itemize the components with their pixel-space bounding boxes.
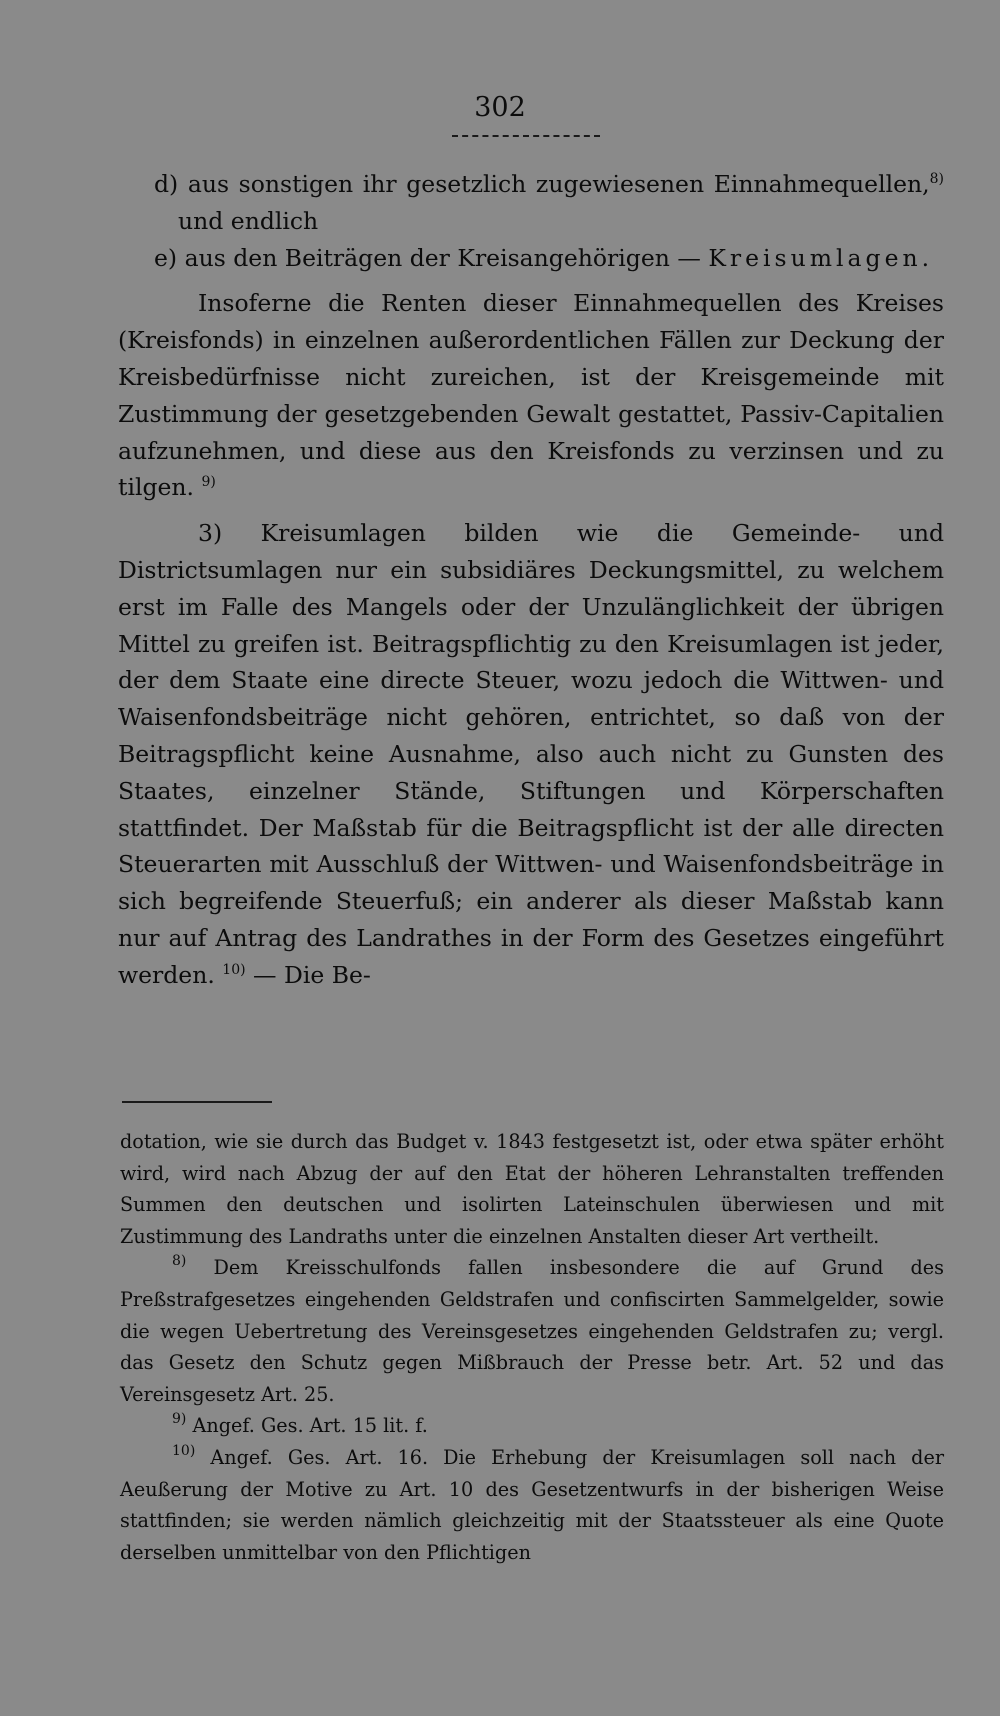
footnote-rule bbox=[122, 1101, 272, 1103]
footnote-ref-10: 10) bbox=[222, 961, 246, 978]
item-e-marker: e) bbox=[154, 243, 178, 272]
footnote-8-text: Dem Kreisschulfonds fallen insbesondere die auf Grund des Preßstrafgesetzes eingehenden Geldstrafen und confiscirten Sammelgelder, sowie die wegen Uebertretung des Vereinsgesetzes eingehenden Geldstrafen zu; vergl. das Gesetz den Schutz gegen Mißbrauch der Presse betr. Art. 52 und das Vereinsgesetz Art. 25. bbox=[120, 1256, 944, 1406]
item-d-continuation: und endlich bbox=[178, 206, 319, 235]
paragraph-2-text: 3) Kreisumlagen bilden wie die Gemeinde- und Districtsumlagen nur ein subsidiäres Deckungsmittel, zu welchem erst im Falle des Mangels oder der Unzulänglichkeit der übrigen Mittel zu greifen ist. Beitragspflichtig zu den Kreisumlagen ist jeder, der dem Staate eine directe Steuer, wozu jedoch die Wittwen- und Waisenfondsbeiträge nicht gehören, entrichtet, so daß von der Beitragspflicht keine Ausnahme, also auch nicht zu Gunsten des Staates, einzelner Stände, Stiftungen und Körperschaften stattfindet. Der Maßstab für die Beitragspflicht ist der alle directen Steuerarten mit Ausschluß der Wittwen- und Waisenfondsbeiträge in sich begreifende Steuerfuß; ein anderer als dieser Maßstab kann nur auf Antrag des Landrathes in der Form des Gesetzes eingeführt werden. bbox=[118, 519, 944, 989]
footnote-ref-8: 8) bbox=[929, 171, 944, 187]
footnotes bbox=[120, 1126, 944, 1568]
paragraph-kreisfonds bbox=[118, 285, 944, 506]
footnote-9-text: Angef. Ges. Art. 15 lit. f. bbox=[186, 1414, 428, 1438]
footnote-ref-9: 9) bbox=[201, 474, 216, 491]
footnote-10-marker: 10) bbox=[172, 1442, 196, 1459]
footnote-8-marker: 8) bbox=[172, 1253, 187, 1270]
header-rule bbox=[452, 135, 600, 137]
paragraph-kreisumlagen bbox=[118, 515, 944, 993]
item-d-text: aus sonstigen ihr gesetzlich zugewiesenen Einnahmequellen, bbox=[187, 170, 930, 198]
item-e-spaced-term: Kreisumlagen. bbox=[708, 243, 934, 272]
footnote-continuation: dotation, wie sie durch das Budget v. 1843 festgesetzt ist, oder etwa später erhöht wird, wird nach Abzug der auf den Etat der höheren Lehranstalten treffenden Summen den deutschen und isolirten Lateinschulen überwiesen und mit Zustimmung des Landraths unter die einzelnen Anstalten dieser Art vertheilt. bbox=[120, 1130, 944, 1248]
item-d-marker: d) bbox=[154, 170, 179, 198]
item-e-text: aus den Beiträgen der Kreisangehörigen — bbox=[184, 243, 701, 272]
main-text bbox=[118, 166, 944, 994]
paragraph-2-continuation: — Die Be- bbox=[245, 960, 371, 989]
list-item-d bbox=[118, 166, 944, 240]
page-number: 302 bbox=[474, 92, 526, 123]
footnote-10-text: Angef. Ges. Art. 16. Die Erhebung der Kreisumlagen soll nach der Aeußerung der Motive zu Art. 10 des Gesetzentwurfs in der bisherigen Weise stattfinden; sie werden nämlich gleichzeitig mit der Staatssteuer als eine Quote derselben unmittelbar von den Pflichtigen bbox=[120, 1445, 944, 1564]
list-item-e bbox=[118, 240, 944, 277]
footnote-9-marker: 9) bbox=[172, 1411, 187, 1428]
footnote-8 bbox=[120, 1252, 944, 1410]
footnote-9 bbox=[120, 1410, 944, 1442]
footnote-10 bbox=[120, 1442, 944, 1568]
paragraph-1-text: Insoferne die Renten dieser Einnahmequellen des Kreises (Kreisfonds) in einzelnen außerordentlichen Fällen zur Deckung der Kreisbedürfnisse nicht zureichen, ist der Kreisgemeinde mit Zustimmung der gesetzgebenden Gewalt gestattet, Passiv-Capitalien aufzunehmen, und diese aus den Kreisfonds zu verzinsen und zu tilgen. bbox=[118, 289, 944, 502]
